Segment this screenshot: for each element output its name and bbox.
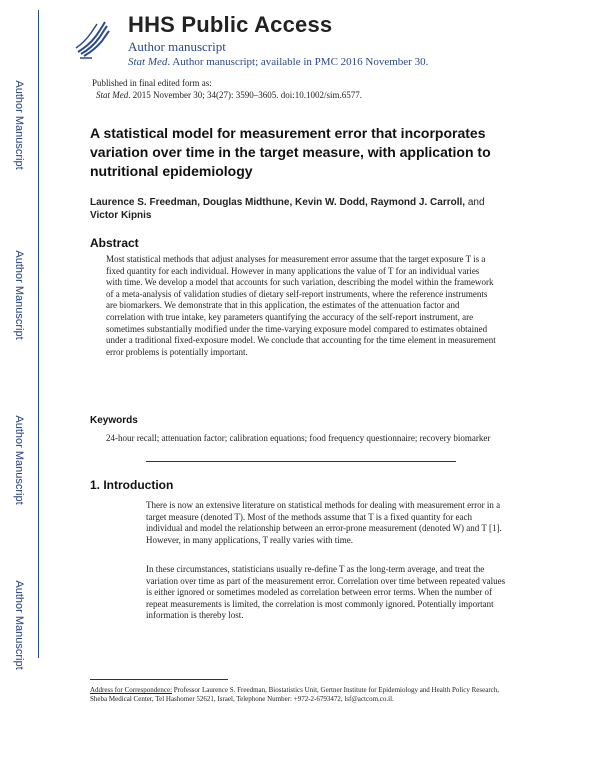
side-label-author-manuscript: Author Manuscript [13,580,25,670]
hhs-public-access-title: HHS Public Access [128,12,333,37]
side-label-author-manuscript: Author Manuscript [13,250,25,340]
section-divider [146,461,456,462]
side-label-author-manuscript: Author Manuscript [13,80,25,170]
correspondence-footnote: Address for Correspondence: Professor Laurence S. Freedman, Biostatistics Unit, Gertner Institute for Epidemiology and Health Policy Research, Sheba Medical Center, Tel Hashomer 52621, Israel, Telephone Number: +972-2-6793472, lsf@actcom.co.il. [90,686,500,703]
article-title: A statistical model for measurement error that incorporates variation over time in the target measure, with application to nutritional epidemiology [90,125,491,179]
introduction-paragraph: In these circumstances, statisticians usually re-define T as the long-term average, and treat the variation over time as part of the measurement error. Correlation over time between repeated values is either ignored or sometimes modeled as correlation between error terms. When the number of repeat measurements is limited, the correlation is most commonly ignored. Potentially important information is thereby lost. [146,564,506,621]
introduction-heading: 1. Introduction [90,478,174,492]
side-label-author-manuscript: Author Manuscript [13,415,25,505]
author-list: Laurence S. Freedman, Douglas Midthune, Kevin W. Dodd, Raymond J. Carroll, and Victor Kipnis [90,197,485,221]
availability-note: Stat Med. Author manuscript; available in PMC 2016 November 30. [128,56,429,68]
abstract-heading: Abstract [90,236,139,250]
keywords-heading: Keywords [90,415,138,426]
footnote-divider [90,679,228,680]
abstract-text: Most statistical methods that adjust analyses for measurement error assume that the target exposure T is a fixed quantity for each individual. However in many applications the value of T for an individual varies with time. We develop a model that accounts for such variation, describing the model within the framework of a meta-analysis of validation studies of dietary self-report instruments, where the reference instruments are biomarkers. We demonstrate that in this application, the estimates of the attenuation factor and correlation with true intake, key parameters quantifying the accuracy of the self-report instrument, are sometimes substantially modified under the time-varying exposure model compared to estimates obtained under a traditional fixed-exposure model. We conclude that accounting for the time element in measurement error problems is potentially important. [106,254,496,357]
keywords-text: 24-hour recall; attenuation factor; calibration equations; food frequency questionnaire; recovery biomarker [106,433,491,443]
author-manuscript-subtitle: Author manuscript [128,39,226,54]
margin-divider [38,10,39,658]
published-in-label: Published in final edited form as: [92,78,212,88]
hhs-eagle-logo-icon [72,18,112,62]
citation: Stat Med. 2015 November 30; 34(27): 3590–3605. doi:10.1002/sim.6577. [96,90,362,100]
introduction-paragraph: There is now an extensive literature on statistical methods for dealing with measurement error in a target measure (denoted T). Most of the methods assume that T is a fixed quantity for each individual and model the relationship between an error-prone measurement (denoted W) and T [1]. However, in many applications, T really varies with time. [146,500,502,545]
